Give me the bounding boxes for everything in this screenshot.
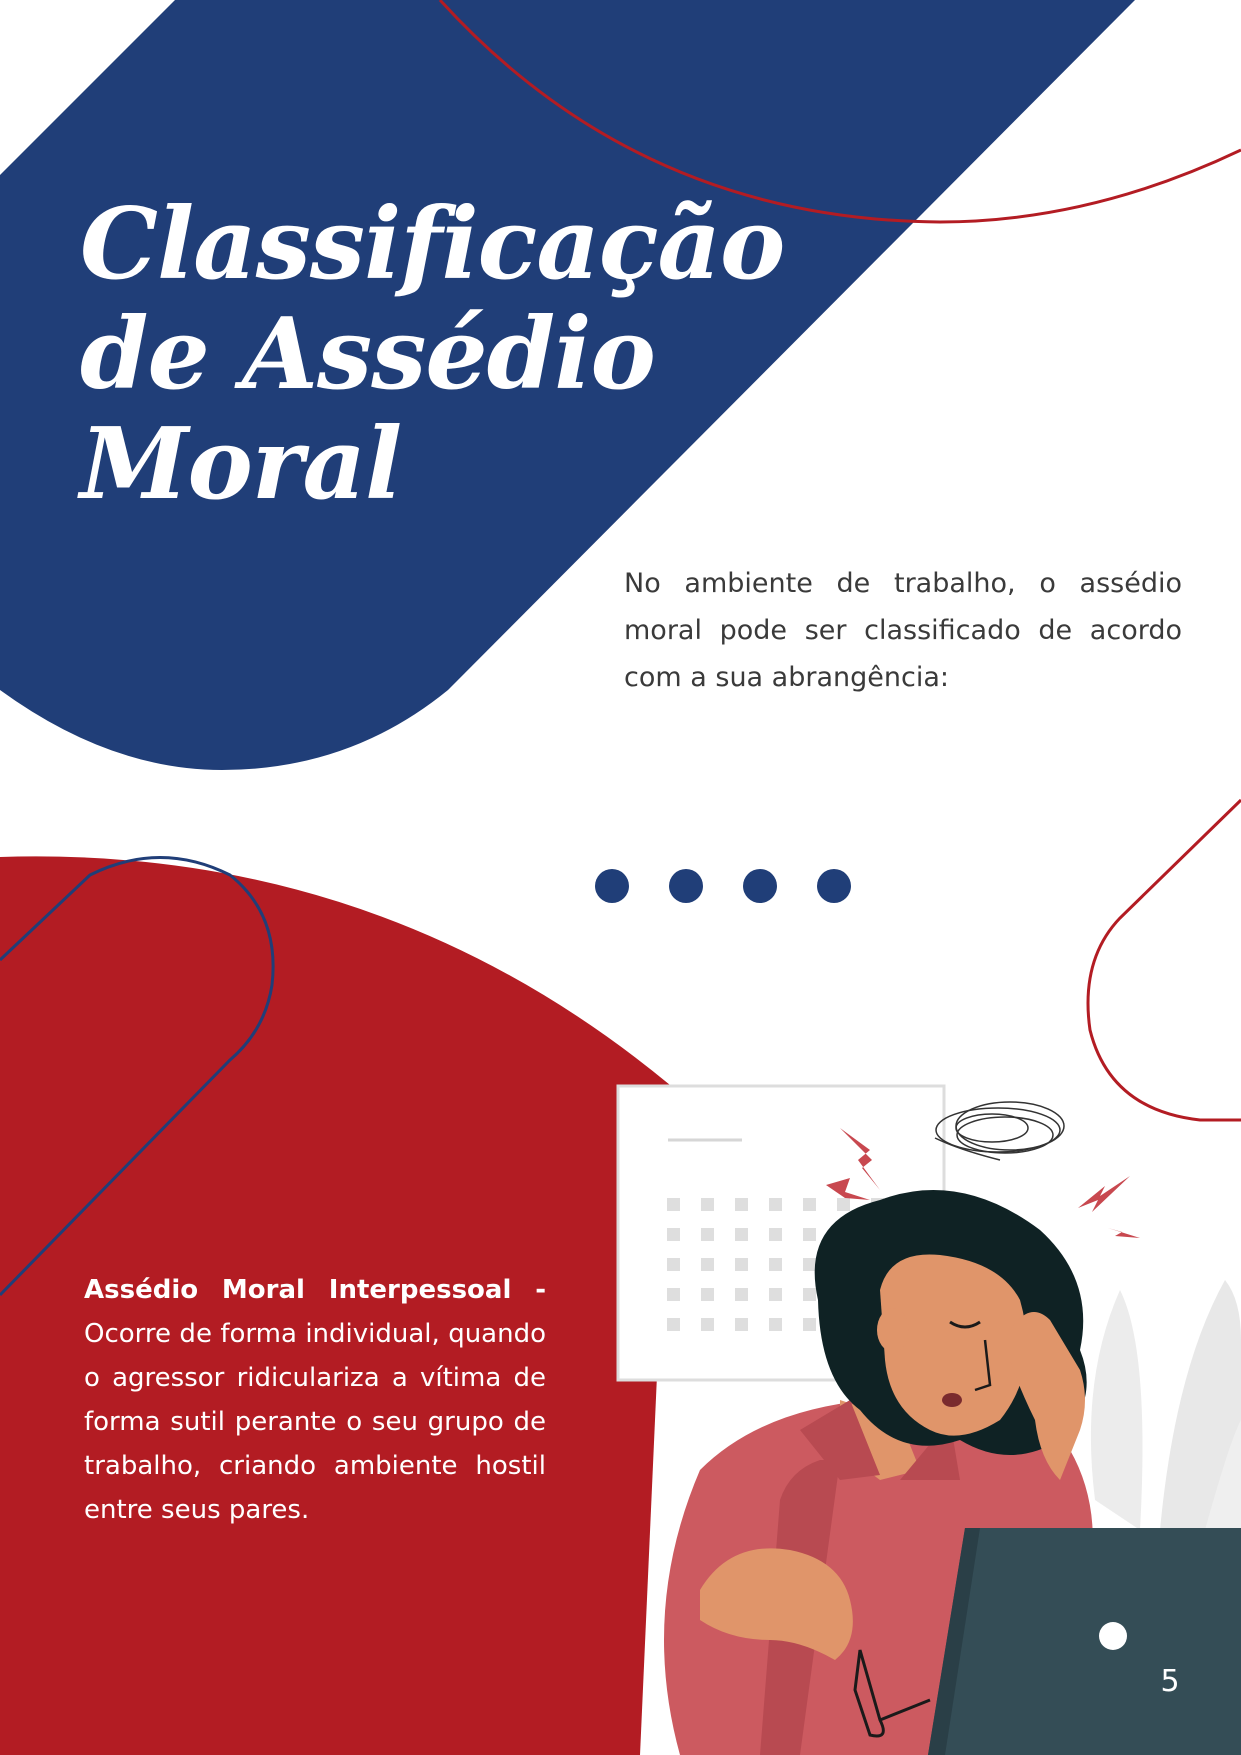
title-line: de Assédio [80, 297, 655, 412]
pagination-dots [595, 869, 851, 903]
intro-paragraph: No ambiente de trabalho, o assédio moral pode ser classificado de acordo com a sua abrangência: [624, 568, 1182, 693]
woman-with-headache-at-laptop-icon [618, 1086, 1241, 1755]
red-outline-pill [1088, 800, 1241, 1120]
section-heading: Assédio Moral Interpessoal - [84, 1275, 546, 1305]
section-body: Ocorre de forma individual, quando o agressor ridiculariza a vítima de forma sutil perante o seu grupo de trabalho, criando ambiente hostil entre seus pares. [84, 1319, 546, 1525]
pagination-dot [817, 869, 851, 903]
interpersonal-harassment-section [84, 1268, 546, 1532]
page-number: 5 [1160, 1664, 1180, 1699]
page-title [80, 187, 800, 522]
pagination-dot [669, 869, 703, 903]
pagination-dot [743, 869, 777, 903]
title-line: Classificação [80, 187, 785, 302]
title-line: Moral [80, 407, 402, 522]
pagination-dot [595, 869, 629, 903]
